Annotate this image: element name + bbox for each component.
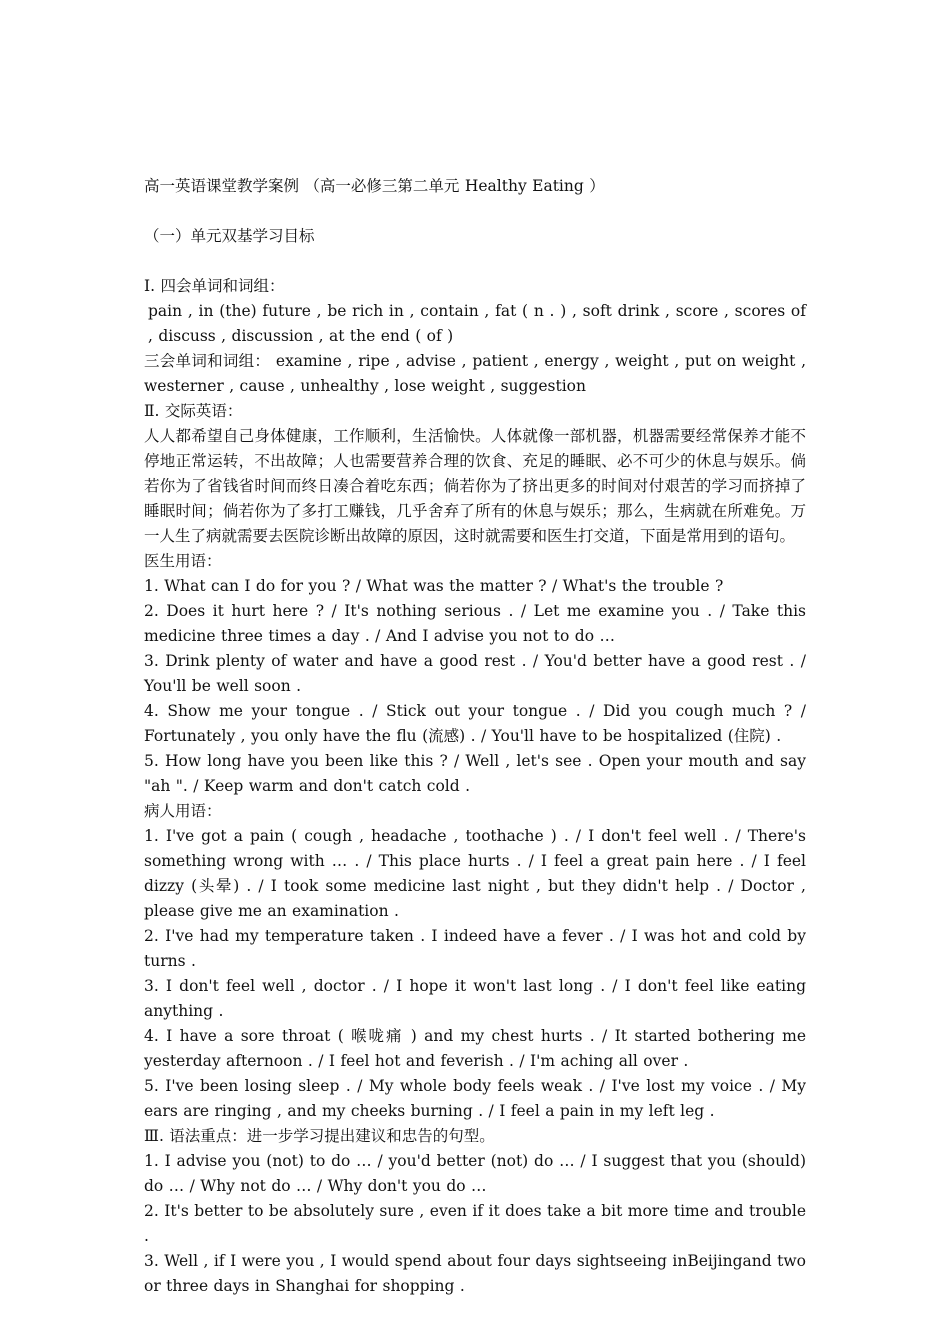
grammar-line: 3. Well , if I were you , I would spend about four days sightseeing inBeijingand two or three days in Shanghai for shopping . — [144, 1252, 806, 1295]
patient-heading: 病人用语： — [144, 802, 222, 820]
part3-heading: Ⅲ. 语法重点：进一步学习提出建议和忠告的句型。 — [144, 1127, 495, 1145]
part2-heading: Ⅱ. 交际英语： — [144, 402, 243, 420]
document-title: 高一英语课堂教学案例 （高一必修三第二单元 Healthy Eating ） — [144, 177, 605, 195]
grammar-line: 2. It's better to be absolutely sure , even if it does take a bit more time and trouble . — [144, 1202, 806, 1245]
doctor-line: 4. Show me your tongue . / Stick out your tongue . / Did you cough much ? / Fortunately , you only have the flu (流感) . / You'll have to be hospitalized (住院) . — [144, 702, 806, 745]
part2-intro: 人人都希望自己身体健康，工作顺利，生活愉快。人体就像一部机器，机器需要经常保养才能不停地正常运转，不出故障；人也需要营养合理的饮食、充足的睡眠、必不可少的休息与娱乐。倘若你为了省钱省时间而终日凑合着吃东西；倘若你为了挤出更多的时间对付艰苦的学习而挤掉了睡眠时间；倘若你为了多打工赚钱，几乎舍弃了所有的休息与娱乐；那么，生病就在所难免。万一人生了病就需要去医院诊断出故障的原因，这时就需要和医生打交道，下面是常用到的语句。 — [144, 427, 806, 545]
doctor-line: 3. Drink plenty of water and have a good rest . / You'd better have a good rest . / You'll be well soon . — [144, 652, 806, 695]
patient-line: 3. I don't feel well , doctor . / I hope it won't last long . / I don't feel like eating anything . — [144, 977, 806, 1020]
patient-line: 4. I have a sore throat ( 喉咙痛 ) and my chest hurts . / It started bothering me yesterday afternoon . / I feel hot and feverish . / I'm aching all over . — [144, 1027, 806, 1070]
grammar-line: 1. I advise you (not) to do … / you'd better (not) do … / I suggest that you (should) do … / Why not do … / Why don't you do … — [144, 1152, 806, 1195]
three-skills-vocabulary: 三会单词和词组： examine , ripe , advise , patient , energy , weight , put on weight , westerner , cause , unhealthy , lose weight , suggestion — [144, 352, 806, 395]
patient-line: 5. I've been losing sleep . / My whole body feels weak . / I've lost my voice . / My ears are ringing , and my cheeks burning . / I feel a pain in my left leg . — [144, 1077, 806, 1120]
doctor-heading: 医生用语： — [144, 552, 222, 570]
patient-line: 2. I've had my temperature taken . I indeed have a fever . / I was hot and cold by turns . — [144, 927, 806, 970]
doctor-line: 5. How long have you been like this ? / Well , let's see . Open your mouth and say "ah ". / Keep warm and don't catch cold . — [144, 752, 806, 795]
section-heading: （一）单元双基学习目标 — [144, 227, 315, 245]
doctor-line: 2. Does it hurt here ? / It's nothing serious . / Let me examine you . / Take this medicine three times a day . / And I advise you not to do … — [144, 602, 806, 645]
part1-heading: Ⅰ. 四会单词和词组： — [144, 277, 285, 295]
doctor-line: 1. What can I do for you ? / What was the matter ? / What's the trouble ? — [144, 577, 724, 595]
four-skills-vocabulary: pain , in (the) future , be rich in , contain , fat ( n . ) , soft drink , score , scores of , discuss , discussion , at the end ( of ) — [148, 302, 806, 345]
document-page — [144, 172, 806, 1299]
patient-line: 1. I've got a pain ( cough , headache , toothache ) . / I don't feel well . / There's something wrong with … . / This place hurts . / I feel a great pain here . / I feel dizzy (头晕) . / I took some medicine last night , but they didn't help . / Doctor , please give me an examination . — [144, 827, 806, 920]
